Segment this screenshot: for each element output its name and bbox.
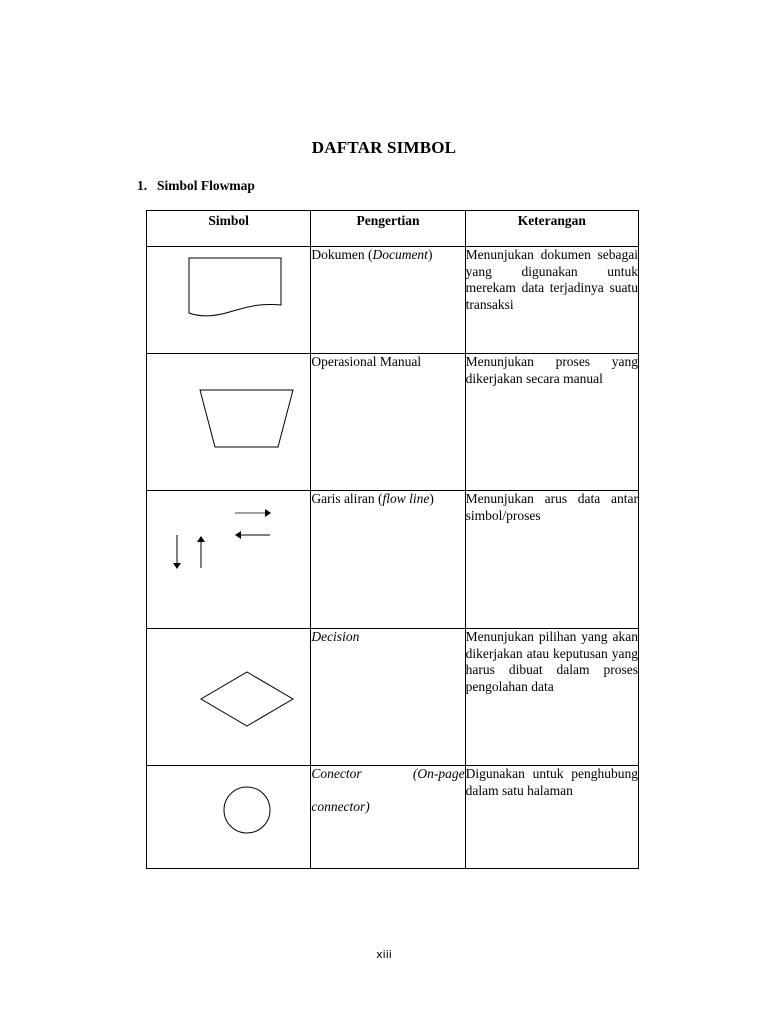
table-row [147, 629, 639, 766]
symbol-cell [147, 629, 311, 766]
section-number: 1. [137, 178, 148, 193]
symbol-cell [147, 354, 311, 491]
table-row [147, 247, 639, 354]
keterangan-cell: Menunjukan pilihan yang akan dikerjakan atau keputusan yang harus dibuat dalam proses pengolahan data [465, 629, 638, 766]
table-row [147, 766, 639, 869]
keterangan-cell: Menunjukan proses yang dikerjakan secara manual [465, 354, 638, 491]
table-header-row [147, 211, 639, 247]
page-title: DAFTAR SIMBOL [311, 138, 457, 157]
header-keterangan: Keterangan [465, 211, 638, 247]
symbol-cell [147, 247, 311, 354]
keterangan-cell: Digunakan untuk penghubung dalam satu halaman [465, 766, 638, 869]
header-pengertian: Pengertian [311, 211, 465, 247]
decision-diamond-icon [147, 629, 311, 765]
pengertian-cell: Conector (On-page connector) [311, 766, 465, 869]
pengertian-cell: Dokumen (Document) [311, 247, 465, 354]
symbol-cell [147, 766, 311, 869]
symbol-cell [147, 491, 311, 629]
section-label: Simbol Flowmap [157, 178, 255, 193]
flow-line-arrows-icon [147, 491, 311, 628]
keterangan-cell: Menunjukan arus data antar simbol/proses [465, 491, 638, 629]
manual-operation-symbol-icon [147, 354, 311, 490]
flowmap-symbol-table [146, 210, 639, 869]
table-row [147, 354, 639, 491]
on-page-connector-circle-icon [147, 766, 311, 868]
section-heading [137, 178, 255, 194]
header-simbol: Simbol [147, 211, 311, 247]
keterangan-cell: Menunjukan dokumen sebagai yang digunakan untuk merekam data terjadinya suatu transaksi [465, 247, 638, 354]
document-symbol-icon [147, 247, 311, 353]
pengertian-cell: Garis aliran (flow line) [311, 491, 465, 629]
table-row [147, 491, 639, 629]
pengertian-cell: Operasional Manual [311, 354, 465, 491]
pengertian-cell: Decision [311, 629, 465, 766]
page-number: xiii [376, 948, 392, 961]
